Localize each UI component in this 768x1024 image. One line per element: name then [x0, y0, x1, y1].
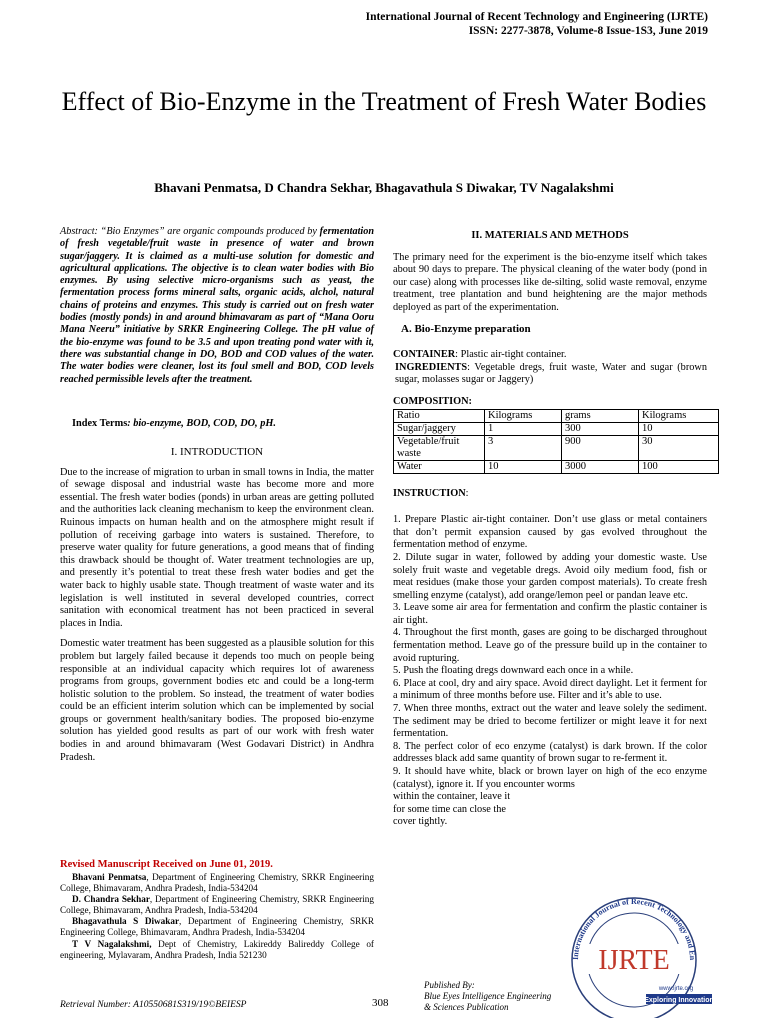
instruction-label: INSTRUCTION [393, 487, 466, 499]
affiliation-text: , Department of Engineering Chemistry, SRKR Engineering College, Bhimavaram, Andhra Pradesh, India-534204 [60, 872, 374, 894]
instruction-item: 2. Dilute sugar in water, followed by adding your domestic waste. Use solely fruit waste and vegetable dregs. Avoid oily medium food, fish or meat residues (make those your garden compost materials). To create fresh smelling enzyme (catalyst), add orange/lemon peel or pandan leave etc. [393, 551, 707, 601]
retrieval-number: Retrieval Number: A10550681S319/19©BEIESP [60, 1000, 247, 1010]
author-affiliations [60, 872, 374, 961]
container-label: CONTAINER [393, 349, 456, 361]
ingredients-text: : Vegetable dregs, fruit waste, Water and sugar (brown sugar, molasses sugar or Jaggery) [395, 361, 707, 386]
instruction-line [393, 488, 707, 501]
logo-ring-text: International Journal of Recent Technology and En [570, 896, 698, 961]
table-cell: 10 [485, 460, 562, 473]
journal-name: International Journal of Recent Technology and Engineering (IJRTE) [365, 11, 708, 23]
journal-header [366, 10, 708, 38]
affiliation-text: , Department of Engineering Chemistry, SRKR Engineering College, Bhimavaram, Andhra Pradesh, India-534204 [60, 894, 374, 916]
ingredients-line [393, 362, 707, 387]
introduction-paragraph-2: Domestic water treatment has been suggested as a plausible solution for this problem but largely failed because it depends too much on people being responsible at an individual capacity which requires lot of awareness programs from groups, government bodies etc and could be a long-term holistic solution to the problem. So instead, the treatment of water bodies could be an efficient interim solution which can be implemented by social groups or government health/sanitary bodies. The proposed bio-enzyme solution has yielded good results as part of our work with fresh water bodies in and around bhimavaram (West Godavari District) in Andhra Pradesh. [60, 638, 374, 763]
instruction-tail-line: for some time can close the [393, 803, 506, 815]
instruction-tail-line: within the container, leave it [393, 791, 511, 803]
container-text: : Plastic air-tight container. [455, 349, 567, 361]
table-header-cell: Kilograms [485, 409, 562, 422]
affiliation-name: Bhavani Penmatsa [72, 872, 147, 882]
instruction-item: 4. Throughout the first month, gases are going to be discharged throughout fermentation method. Leave go of the pressure build up in the container to avoid rupturing. [393, 627, 707, 664]
affiliation-item [60, 916, 374, 938]
ijrte-seal-icon [550, 894, 720, 1018]
affiliation-text: , Department of Engineering Chemistry, SRKR Engineering College, Bhimavaram, Andhra Pradesh, India-534204 [60, 916, 374, 938]
table-cell: 3000 [562, 460, 639, 473]
affiliation-text: Dept of Chemistry, Lakireddy Balireddy College of engineering, Mylavaram, Andhra Pradesh, India 521230 [60, 938, 374, 960]
revised-note: Revised Manuscript Received on June 01, 2019. [60, 859, 273, 870]
logo-name: IJRTE [598, 945, 670, 976]
table-cell: Water [394, 460, 485, 473]
instruction-item: 7. When three months, extract out the water and leave solely the sediment. The sediment may be dried to become fertilizer or might leave it for next fermentation. [393, 703, 707, 740]
introduction-paragraph-1: Due to the increase of migration to urban in small towns in India, the matter of sewage disposal and industrial waste has become more and more essential. The fresh water bodies (ponds) in urban areas are getting polluted and the authorities lack cleaning mechanism to keep the environment clean. Ruinous impacts on human health and on the atmosphere might result if pollution of receiving garbage into waters is sustained. Therefore, to preserve water quality for future generations, a good means that of finding this drawback should be thought of. Water treatment technologies are up, and presently it’s potential to treat these fresh water bodies and get the water back to highly usable state. Though treatment of waste water and its legislation is well instituted in several developed countries, correct sanitation with economical treatment has not been practiced in several places in India. [60, 466, 374, 629]
affiliation-item [60, 872, 374, 894]
affiliation-name: D. Chandra Sekhar [72, 894, 150, 905]
journal-issn: ISSN: 2277-3878, Volume-8 Issue-1S3, June 2019 [468, 25, 708, 37]
index-terms-text: : bio-enzyme, BOD, COD, DO, pH. [127, 418, 276, 429]
container-line [393, 349, 707, 362]
abstract-label: Abstract: “Bio Enzymes” are organic compounds produced by [60, 226, 317, 237]
table-cell: 1 [485, 422, 562, 435]
table-header-cell: grams [562, 409, 639, 422]
instruction-item: 6. Place at cool, dry and airy space. Avoid direct daylight. Let it ferment for a minimum of three months before use. Filter and it’s able to use. [393, 677, 707, 702]
table-row [394, 460, 719, 473]
paper-title: Effect of Bio-Enzyme in the Treatment of Fresh Water Bodies [61, 87, 707, 116]
instruction-item: 9. It should have white, black or brown layer on high of the eco enzyme (catalyst), ignore it. If you encounter worms [393, 766, 707, 790]
instruction-colon: : [465, 487, 469, 499]
affiliation-item [60, 939, 374, 961]
abstract [60, 226, 374, 386]
table-cell: 30 [639, 435, 719, 460]
publisher-info [424, 980, 551, 1013]
instruction-item: 8. The perfect color of eco enzyme (catalyst) is dark brown. If the color addresses black add same quantity of brown sugar to re-ferment it. [393, 740, 707, 765]
table-cell: 100 [639, 460, 719, 473]
instruction-list [393, 514, 707, 829]
table-cell: Sugar/jaggery [394, 422, 485, 435]
table-cell: 300 [562, 422, 639, 435]
author-list: Bhavani Penmatsa, D Chandra Sekhar, Bhagavathula S Diwakar, TV Nagalakshmi [154, 180, 614, 195]
instruction-item: 3. Leave some air area for fermentation and confirm the plastic container is air tight. [393, 602, 707, 626]
page-number: 308 [372, 997, 389, 1009]
instruction-item: 5. Push the floating dregs downward each once in a while. [393, 665, 634, 677]
materials-heading: II. MATERIALS AND METHODS [471, 230, 629, 241]
published-by-label: Published By: [424, 980, 475, 990]
materials-paragraph: The primary need for the experiment is the bio-enzyme itself which takes about 90 days to prepare. The physical cleaning of the water body (pond in our case) along with processes like de-silting, solid waste removal, enzyme treatment, tree plantation and bund heightening are the major methods deployed as part of the experimentation. [393, 251, 707, 313]
table-header-cell: Ratio [394, 409, 485, 422]
logo-tagline: Exploring Innovation [644, 997, 714, 1004]
materials-section [393, 230, 707, 829]
table-cell: 900 [562, 435, 639, 460]
composition-label: COMPOSITION: [393, 395, 472, 407]
affiliation-item [60, 894, 374, 916]
introduction-section [60, 446, 374, 764]
index-terms-label: Index Terms [72, 418, 128, 429]
affiliation-name: T V Nagalakshmi, [72, 938, 152, 949]
index-terms [60, 418, 374, 431]
table-row [394, 435, 719, 460]
introduction-heading: I. INTRODUCTION [170, 446, 264, 458]
table-header-cell: Kilograms [639, 409, 719, 422]
table-header-row [394, 409, 719, 422]
bio-enzyme-subheading: A. Bio-Enzyme preparation [401, 322, 531, 335]
publisher-line-1: Blue Eyes Intelligence Engineering [424, 991, 552, 1001]
table-cell: 3 [485, 435, 562, 460]
abstract-text: fermentation of fresh vegetable/fruit waste in presence of water and brown sugar/jaggery. It is claimed as a multi-use solution for domestic and agricultural applications. The objective is to clean water bodies with Bio enzymes. By using selective micro-organisms such as yeast, the fermentation process forms mineral salts, organic acids, alchol, natural chains of proteins and enzymes. This study is carried out on fresh water bodies (mostly ponds) in and around bhimavaram as part of “Mana Ooru Mana Neeru” initiative by SRKR Engineering College. The pH value of the bio-enzyme was found to be 3.5 and upon treating pond water with it, there was substantial change in DO, BOD and COD values of the water. The water bodies were cleaner, lost its foul smell and BOD, COD levels reached permissible levels after the treatment. [60, 226, 374, 385]
instruction-tail-line: cover tightly. [393, 816, 448, 828]
table-cell: 10 [639, 422, 719, 435]
ingredients-label: INGREDIENTS [395, 361, 468, 373]
table-row [394, 422, 719, 435]
logo-site: www.ijrte.org [658, 986, 694, 992]
ijrte-logo [550, 894, 720, 1018]
instruction-item-tail [393, 791, 551, 829]
table-cell: Vegetable/fruit waste [394, 435, 485, 460]
affiliation-name: Bhagavathula S Diwakar [72, 916, 180, 927]
composition-table [393, 409, 719, 474]
instruction-item: 1. Prepare Plastic air-tight container. Don’t use glass or metal containers that don’t permit expansion caused by gas evolved throughout the fermentation method of enzyme. [393, 514, 707, 551]
publisher-line-2: & Sciences Publication [424, 1002, 509, 1012]
